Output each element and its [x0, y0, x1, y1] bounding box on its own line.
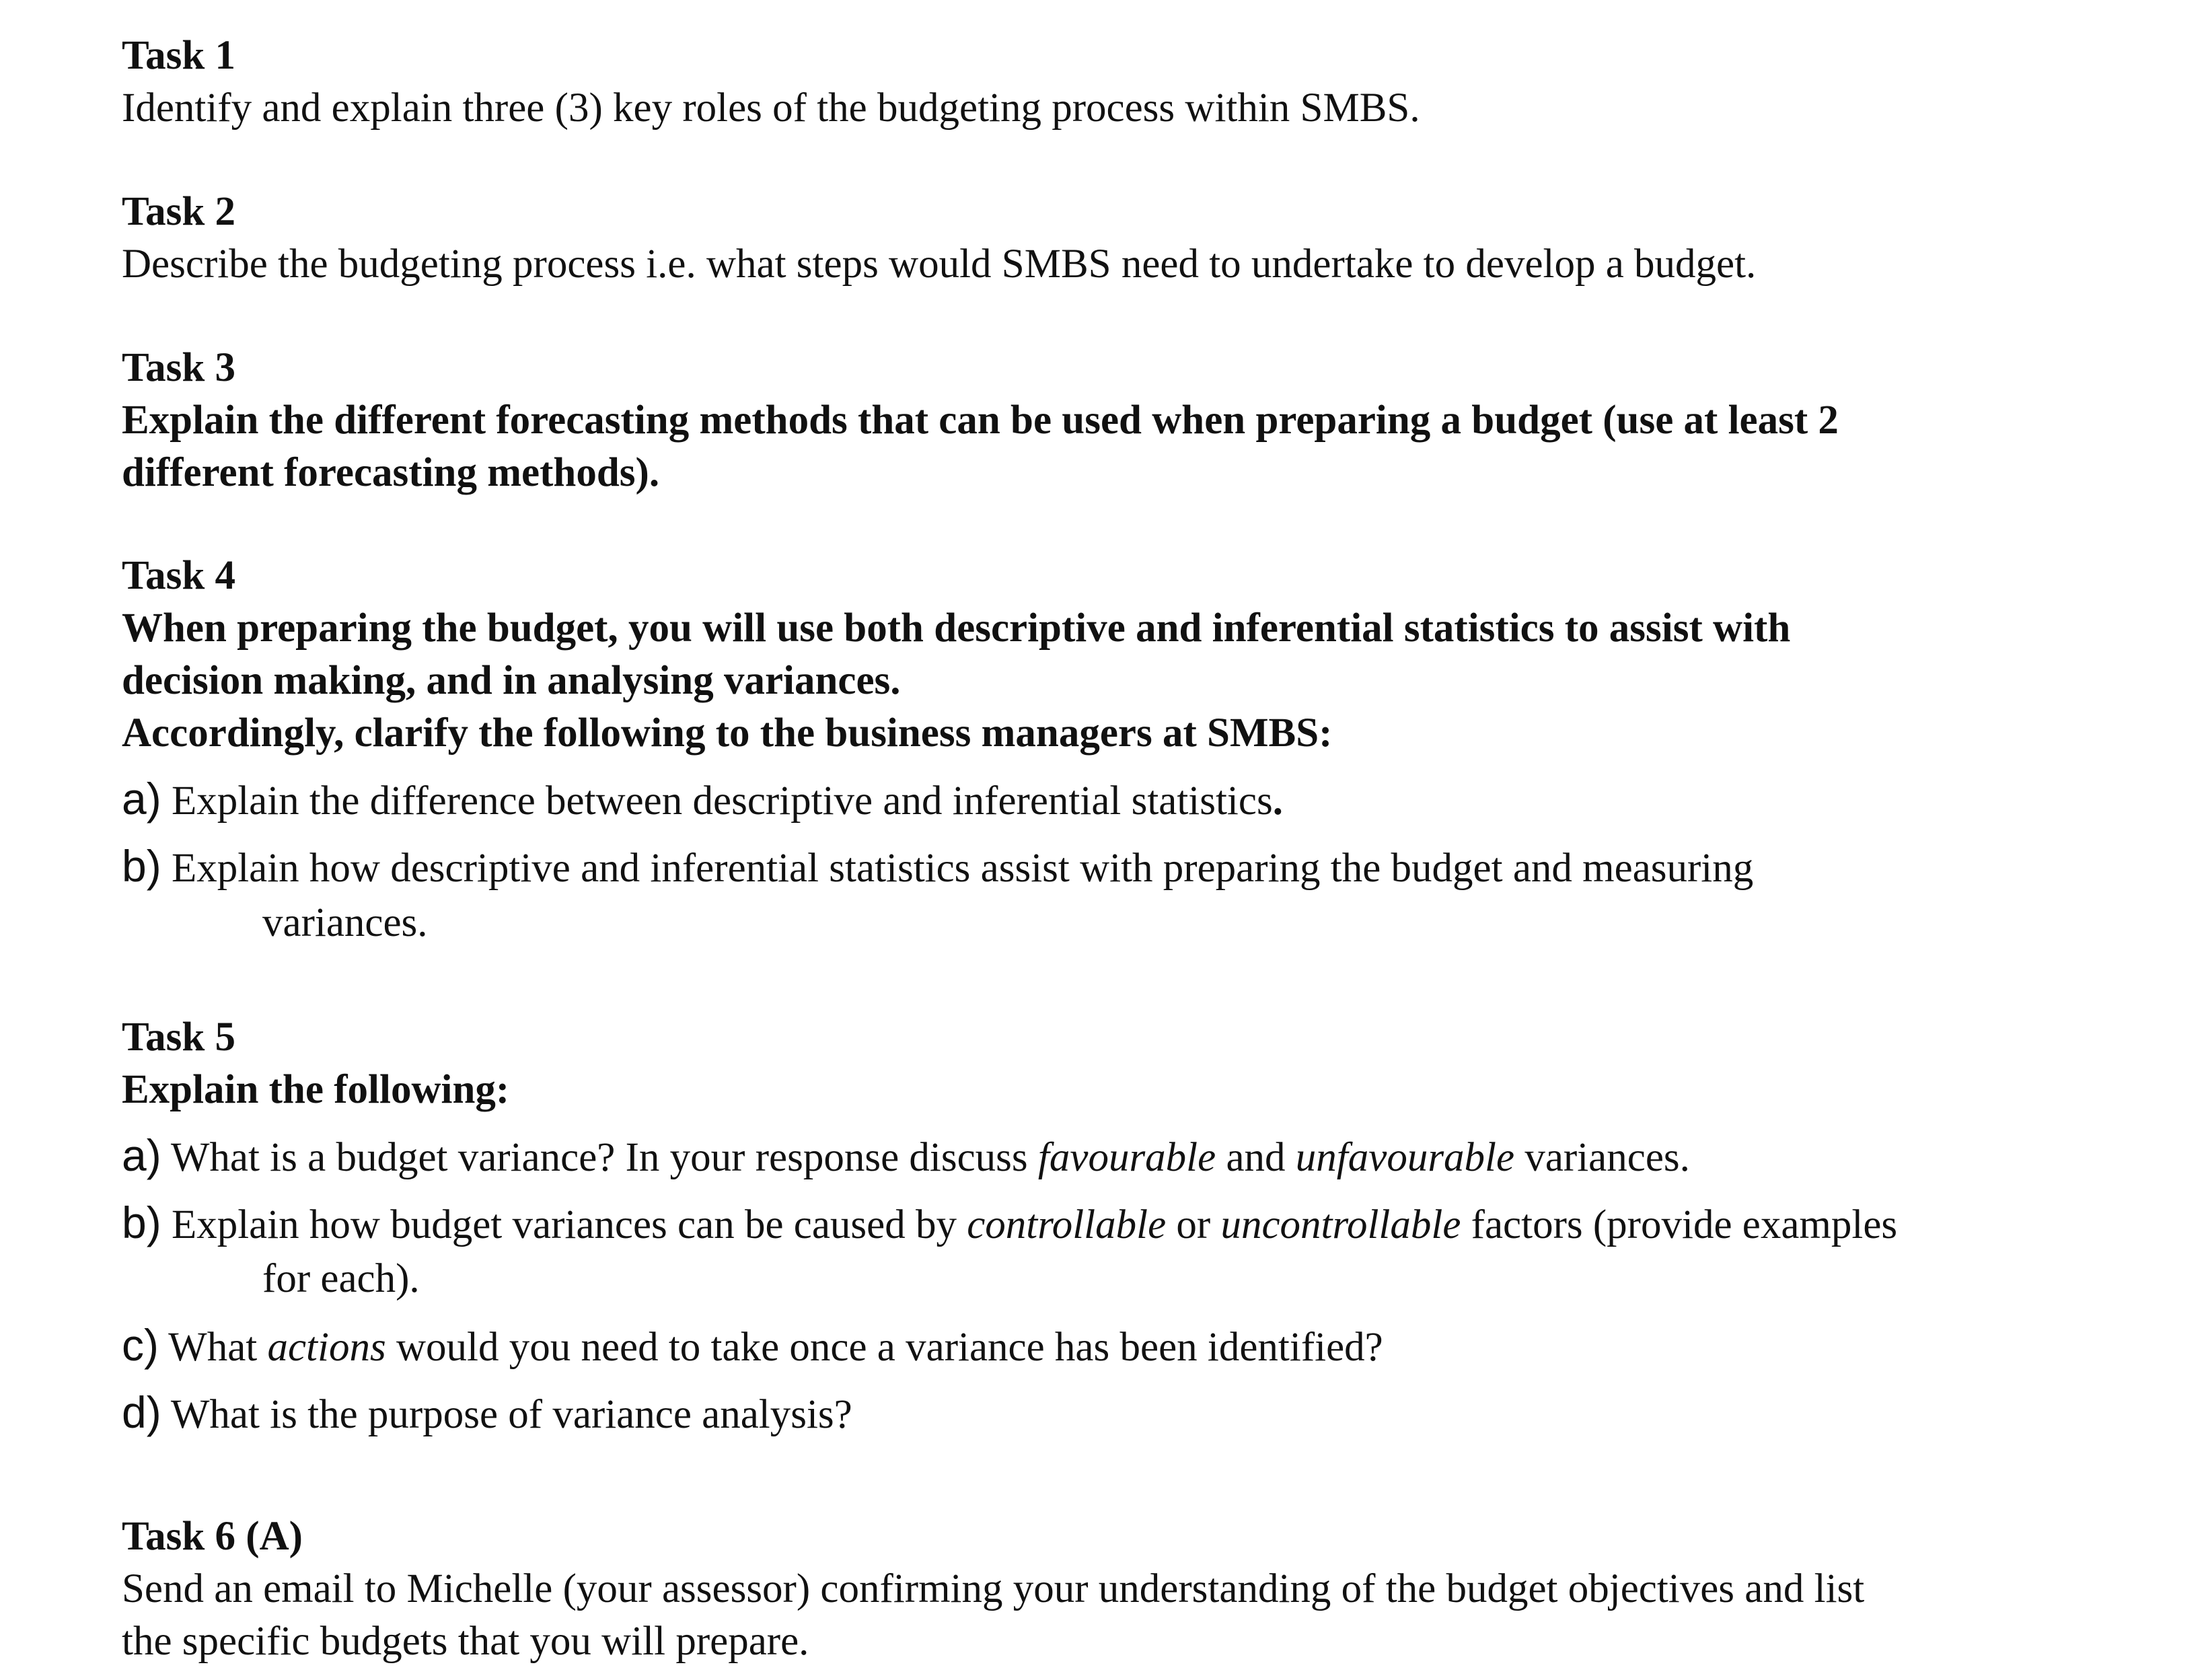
task-1-heading: Task 1	[122, 33, 236, 78]
item-text: or	[1166, 1202, 1221, 1247]
item-text: and	[1216, 1135, 1296, 1180]
task-5-item-a	[122, 1129, 1690, 1184]
task-6-heading: Task 6 (A)	[122, 1514, 303, 1559]
item-text: Explain how budget variances can be caused by	[161, 1202, 967, 1247]
task-4-item-b-continuation: variances.	[262, 900, 428, 945]
item-text: Explain how descriptive and inferential statistics assist with preparing the budget and measuring	[161, 846, 1754, 891]
task-5-item-b-continuation: for each).	[262, 1256, 420, 1301]
item-label: d)	[122, 1387, 161, 1437]
task-4-item-b	[122, 840, 1753, 895]
task-4-heading: Task 4	[122, 553, 236, 598]
item-text: factors (provide examples	[1461, 1202, 1898, 1247]
task-3-text-line-1: Explain the different forecasting methods that can be used when preparing a budget (use at least 2	[122, 398, 1839, 443]
item-end-period: .	[1272, 778, 1283, 824]
task-6-text-line-2: the specific budgets that you will prepare.	[122, 1619, 809, 1664]
task-4-text-line-2: decision making, and in analysing variances.	[122, 658, 901, 703]
task-5-item-d	[122, 1386, 852, 1441]
item-text: variances.	[1514, 1135, 1690, 1180]
item-text: What is a budget variance? In your response discuss	[161, 1135, 1038, 1180]
item-emphasis: unfavourable	[1295, 1135, 1515, 1180]
item-text: What	[158, 1325, 268, 1370]
item-text: What is the purpose of variance analysis?	[161, 1392, 852, 1437]
item-emphasis: uncontrollable	[1220, 1202, 1461, 1247]
item-emphasis: actions	[267, 1325, 386, 1370]
item-label: c)	[122, 1320, 159, 1370]
task-3-text-line-2: different forecasting methods).	[122, 450, 660, 495]
task-2-text: Describe the budgeting process i.e. what steps would SMBS need to undertake to develop a budget.	[122, 242, 1757, 287]
task-4-item-a	[122, 772, 1283, 828]
item-label: b)	[122, 841, 161, 891]
task-5-item-c	[122, 1319, 1383, 1374]
item-label: a)	[122, 774, 161, 824]
task-4-text-line-1: When preparing the budget, you will use both descriptive and inferential statistics to assist with	[122, 606, 1791, 651]
item-label: a)	[122, 1130, 161, 1180]
item-emphasis: controllable	[967, 1202, 1167, 1247]
item-label: b)	[122, 1198, 161, 1247]
task-3-heading: Task 3	[122, 345, 236, 390]
item-emphasis: favourable	[1037, 1135, 1216, 1180]
item-text: Explain the difference between descriptive and inferential statistics	[161, 778, 1273, 824]
task-5-item-b	[122, 1196, 1897, 1251]
task-4-text-line-3: Accordingly, clarify the following to the business managers at SMBS:	[122, 710, 1333, 756]
task-5-text: Explain the following:	[122, 1067, 510, 1112]
task-5-heading: Task 5	[122, 1015, 236, 1060]
task-6-text-line-1: Send an email to Michelle (your assessor) confirming your understanding of the budget objectives and list	[122, 1566, 1865, 1611]
item-text: would you need to take once a variance has been identified?	[385, 1325, 1383, 1370]
task-2-heading: Task 2	[122, 189, 236, 234]
task-1-text: Identify and explain three (3) key roles of the budgeting process within SMBS.	[122, 85, 1420, 131]
